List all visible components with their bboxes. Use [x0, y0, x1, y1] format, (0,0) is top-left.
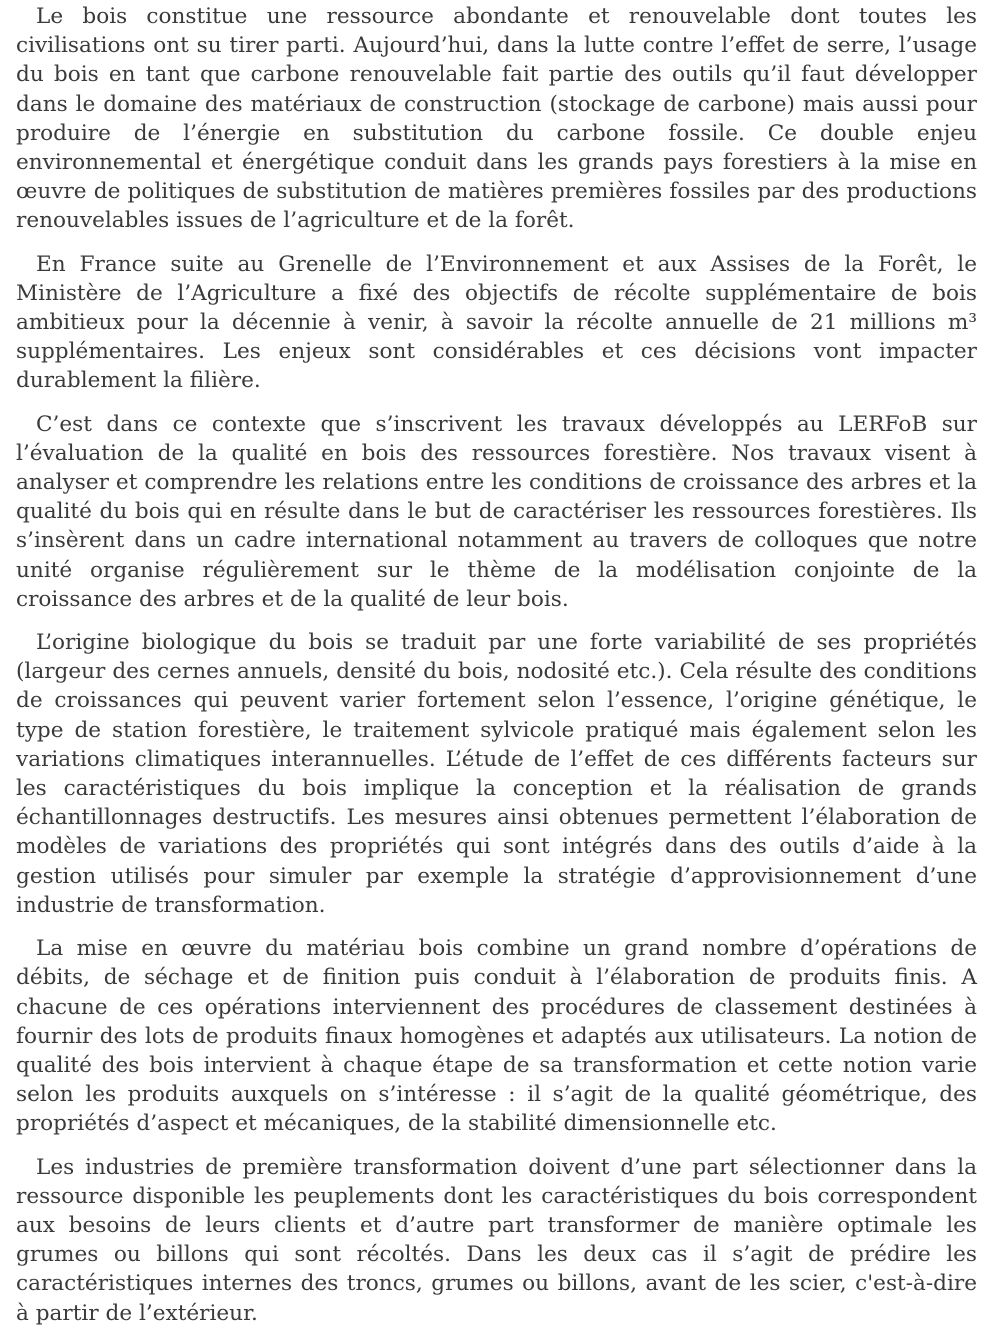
paragraph-lerfob-context: C’est dans ce contexte que s’inscrivent les travaux développés au LERFoB sur l’évaluation de la qualité en bois des ressources forestière. Nos travaux visent à analyser et comprendre les relations entre les conditions de croissance des arbres et la qualité du bois qui en résulte dans le but de caractériser les ressources forestières. Ils s’insèrent dans un cadre international notamment au travers de colloques que notre unité organise régulièrement sur le thème de la modélisation conjointe de la croissance des arbres et de la qualité de leur bois.	[16, 411, 977, 612]
paragraph-material-processing: La mise en œuvre du matériau bois combine un grand nombre d’opérations de débits, de séchage et de finition puis conduit à l’élaboration de produits finis. A chacune de ces opérations interviennent des procédures de classement destinées à fournir des lots de produits finaux homogènes et adaptés aux utilisateurs. La notion de qualité des bois intervient à chaque étape de sa transformation et cette notion varie selon les produits auxquels on s’intéresse : il s’agit de la qualité géométrique, des propriétés d’aspect et mécaniques, de la stabilité dimensionnelle etc.	[16, 936, 977, 1137]
paragraph-france-objectives: En France suite au Grenelle de l’Environnement et aux Assises de la Forêt, le Ministère de l’Agriculture a fixé des objectifs de récolte supplémentaire de bois ambitieux pour la décennie à venir, à savoir la récolte annuelle de 21 millions m³ supplémentaires. Les enjeux sont considérables et ces décisions vont impacter durablement la filière.	[16, 251, 977, 394]
paragraph-wood-resource: Le bois constitue une ressource abondante et renouvelable dont toutes les civilisations ont su tirer parti. Aujourd’hui, dans la lutte contre l’effet de serre, l’usage du bois en tant que carbone renouvelable fait partie des outils qu’il faut développer dans le domaine des matériaux de construction (stockage de carbone) mais aussi pour produire de l’énergie en substitution du carbone fossile. Ce double enjeu environnemental et énergétique conduit dans les grands pays forestiers à la mise en œuvre de politiques de substitution de matières premières fossiles par des productions renouvelables issues de l’agriculture et de la forêt.	[16, 4, 977, 234]
paragraph-biological-origin: L’origine biologique du bois se traduit par une forte variabilité de ses propriétés (largeur des cernes annuels, densité du bois, nodosité etc.). Cela résulte des conditions de croissances qui peuvent varier fortement selon l’essence, l’origine génétique, le type de station forestière, le traitement sylvicole pratiqué mais également selon les variations climatiques interannuelles. L’étude de l’effet de ces différents facteurs sur les caractéristiques du bois implique la conception et la réalisation de grands échantillonnages destructifs. Les mesures ainsi obtenues permettent l’élaboration de modèles de variations des propriétés qui sont intégrés dans des outils d’aide à la gestion utilisés pour simuler par exemple la stratégie d’approvisionnement d’une industrie de transformation.	[16, 630, 977, 918]
paragraph-first-transformation: Les industries de première transformation doivent d’une part sélectionner dans la ressource disponible les peuplements dont les caractéristiques du bois correspondent aux besoins de leurs clients et d’autre part transformer de manière optimale les grumes ou billons qui sont récoltés. Dans les deux cas il s’agit de prédire les caractéristiques internes des troncs, grumes ou billons, avant de les scier, c'est-à-dire à partir de l’extérieur.	[16, 1154, 977, 1326]
